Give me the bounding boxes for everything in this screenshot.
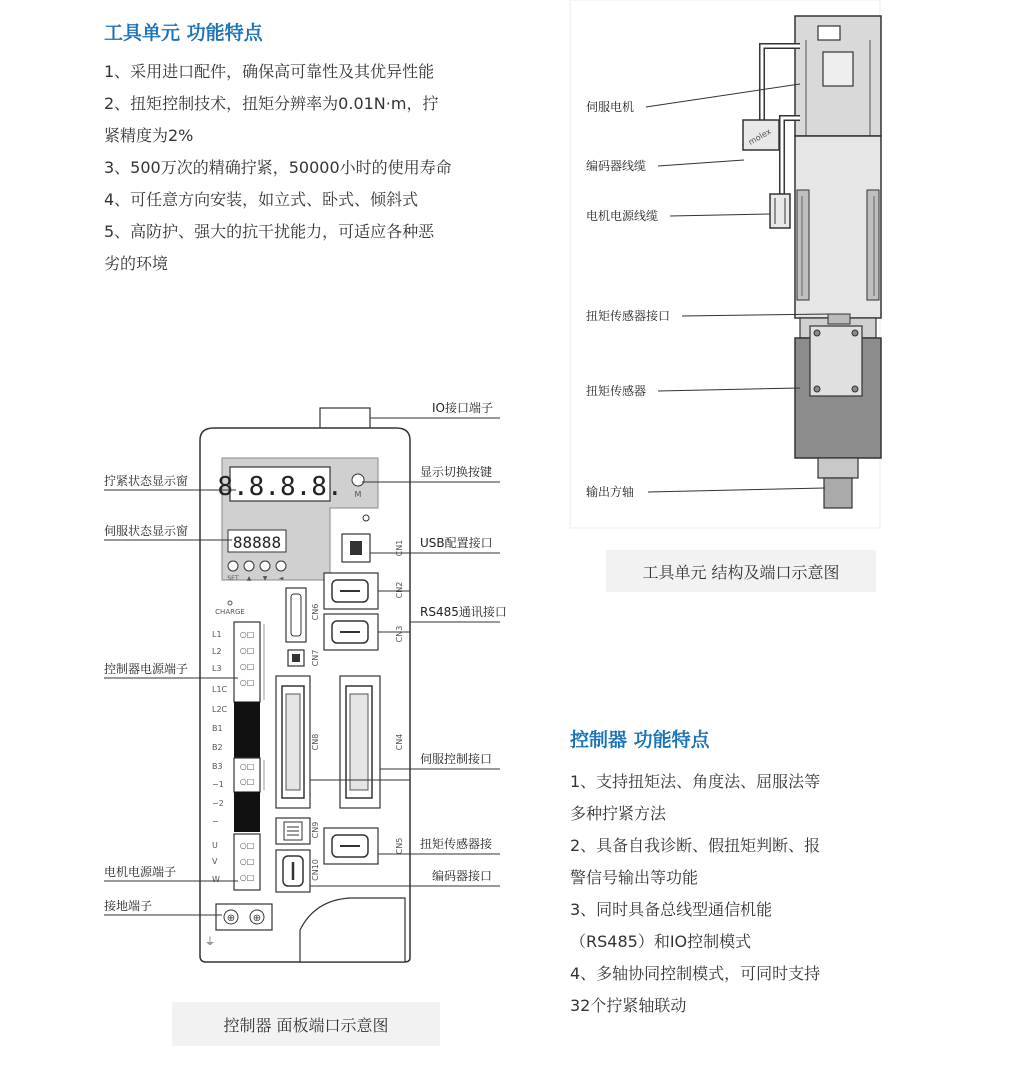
list-item: 5、高防护、强大的抗干扰能力，可适应各种恶 <box>104 222 435 241</box>
label-torque-sensor-port: 扭矩传感器接口 <box>586 309 671 323</box>
terminal-dot: ○□ <box>239 630 255 639</box>
label-torque-port: 扭矩传感器接 <box>420 837 493 851</box>
ground-icon: ⏚ <box>204 935 216 948</box>
cn1-label: CN1 <box>395 539 404 557</box>
terminal-label: W <box>212 875 220 884</box>
svg-text:⊕: ⊕ <box>226 913 236 924</box>
button-label: SET <box>227 575 239 582</box>
terminal-label: L2 <box>212 647 222 656</box>
label-power-terminal: 控制器电源端子 <box>104 662 189 676</box>
controller-features-title: 控制器 功能特点 <box>570 729 710 751</box>
cn4-label: CN4 <box>395 733 404 751</box>
terminal-label: V <box>212 857 218 866</box>
list-item: 警信号输出等功能 <box>570 868 699 887</box>
terminal-label: U <box>212 841 218 850</box>
terminal-label: B1 <box>212 724 223 733</box>
list-item: 2、扭矩控制技术，扭矩分辨率为0.01N·m，拧 <box>104 94 439 113</box>
controller-diagram-caption: 控制器 面板端口示意图 <box>172 1002 440 1046</box>
m-button <box>352 474 364 486</box>
cn10-label: CN10 <box>311 859 320 881</box>
list-item: 紧精度为2% <box>104 126 194 145</box>
cn7-label: CN7 <box>311 649 320 667</box>
cn8-label: CN8 <box>311 733 320 751</box>
label-output-shaft: 输出方轴 <box>586 485 635 499</box>
terminal-label: −2 <box>212 799 224 808</box>
terminal-dot: ○□ <box>239 777 255 786</box>
display-small-digits: 88888 <box>232 533 282 552</box>
tool-diagram-caption: 工具单元 结构及端口示意图 <box>606 550 876 592</box>
power-connector <box>770 194 790 228</box>
terminal-label: B3 <box>212 762 223 771</box>
up-button <box>244 561 254 571</box>
label-ground-terminal: 接地端子 <box>104 899 153 913</box>
terminal-label: − <box>212 817 219 826</box>
list-item: 32个拧紧轴联动 <box>570 996 687 1015</box>
terminal-dot: ○□ <box>239 762 255 771</box>
list-item: （RS485）和IO控制模式 <box>570 932 752 951</box>
list-item: 1、支持扭矩法、角度法、屈服法等 <box>570 772 821 791</box>
cn6-label: CN6 <box>311 603 320 621</box>
button-label: ▲ <box>246 575 252 582</box>
list-item: 3、500万次的精确拧紧，50000小时的使用寿命 <box>104 158 452 177</box>
svg-text:⊕: ⊕ <box>252 913 262 924</box>
down-button <box>260 561 270 571</box>
tool-features-title: 工具单元 功能特点 <box>104 22 263 44</box>
terminal-label: L1 <box>212 630 222 639</box>
terminal-dot: ○□ <box>239 662 255 671</box>
list-item: 2、具备自我诊断、假扭矩判断、报 <box>570 836 821 855</box>
label-encoder-cable: 编码器线缆 <box>586 159 647 173</box>
list-item: 4、多轴协同控制模式，可同时支持 <box>570 964 821 983</box>
terminal-dot: ○□ <box>239 873 255 882</box>
io-terminal-block <box>320 408 370 430</box>
list-item: 多种拧紧方法 <box>570 804 667 823</box>
cn2-label: CN2 <box>395 581 404 599</box>
label-motor-power-cable: 电机电源线缆 <box>586 209 659 223</box>
label-rs485-port: RS485通讯接口 <box>420 605 507 619</box>
terminal-dot: ○□ <box>239 678 255 687</box>
list-item: 劣的环境 <box>104 254 169 273</box>
controller-panel-diagram <box>104 400 507 962</box>
terminal-label: L2C <box>212 705 228 714</box>
m-button-label: M <box>354 490 362 499</box>
set-button <box>228 561 238 571</box>
connector-label: molex <box>746 126 773 147</box>
label-io-terminal: IO接口端子 <box>432 401 493 415</box>
label-torque-sensor: 扭矩传感器 <box>586 384 647 398</box>
label-servo-motor: 伺服电机 <box>586 100 635 114</box>
button-label: ▼ <box>262 575 268 582</box>
terminal-label: L1C <box>212 685 228 694</box>
list-item: 4、可任意方向安装，如立式、卧式、倾斜式 <box>104 190 419 209</box>
cn5-label: CN5 <box>395 837 404 855</box>
terminal-dot: ○□ <box>239 646 255 655</box>
label-tighten-display: 拧紧状态显示窗 <box>104 474 189 488</box>
tool-unit-diagram <box>570 0 881 528</box>
label-servo-port: 伺服控制接口 <box>420 752 493 766</box>
cn9-label: CN9 <box>311 821 320 839</box>
label-usb-port: USB配置接口 <box>420 536 493 550</box>
cn3-label: CN3 <box>395 625 404 643</box>
left-button <box>276 561 286 571</box>
terminal-label: L3 <box>212 664 222 673</box>
list-item: 1、采用进口配件，确保高可靠性及其优异性能 <box>104 62 435 81</box>
terminal-label: B2 <box>212 743 223 752</box>
display-big-digits: 8.8.8.8. <box>217 472 343 502</box>
button-label: ◄ <box>278 575 284 582</box>
terminal-dot: ○□ <box>239 841 255 850</box>
output-shaft <box>824 478 852 508</box>
charge-label: CHARGE <box>215 608 245 616</box>
label-motor-terminal: 电机电源端子 <box>104 865 177 879</box>
terminal-label: −1 <box>212 780 224 789</box>
list-item: 3、同时具备总线型通信机能 <box>570 900 773 919</box>
label-encoder-port: 编码器接口 <box>432 869 493 883</box>
terminal-dot: ○□ <box>239 857 255 866</box>
label-servo-display: 伺服状态显示窗 <box>104 524 189 538</box>
label-display-switch: 显示切换按键 <box>420 465 493 479</box>
